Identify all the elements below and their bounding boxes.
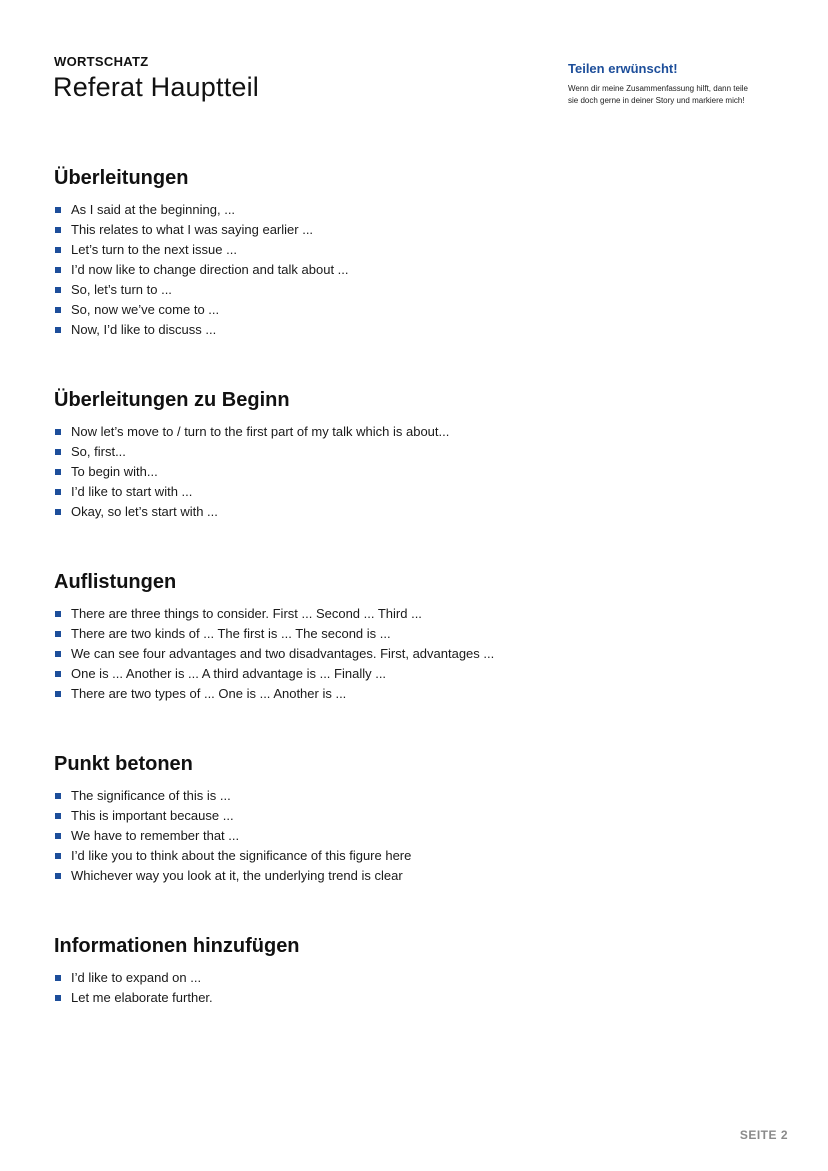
section-heading: Überleitungen bbox=[54, 167, 189, 189]
list-item-text: I’d like to start with ... bbox=[71, 484, 193, 499]
share-title: Teilen erwünscht! bbox=[568, 61, 678, 76]
list-item-text: So, let’s turn to ... bbox=[71, 282, 172, 297]
share-text-line: sie doch gerne in deiner Story und markiere mich! bbox=[568, 96, 745, 105]
list-item-text: There are two kinds of ... The first is ... The second is ... bbox=[71, 626, 391, 641]
square-bullet-icon bbox=[55, 469, 61, 475]
square-bullet-icon bbox=[55, 793, 61, 799]
list-item-text: There are three things to consider. First ... Second ... Third ... bbox=[71, 606, 422, 621]
section-heading: Überleitungen zu Beginn bbox=[54, 389, 290, 411]
list-item bbox=[54, 280, 754, 300]
list-item bbox=[54, 624, 754, 644]
list-item bbox=[54, 320, 754, 340]
list-item-text: So, now we’ve come to ... bbox=[71, 302, 220, 317]
square-bullet-icon bbox=[55, 287, 61, 293]
list-item bbox=[54, 684, 754, 704]
list-item-text: This is important because ... bbox=[71, 808, 234, 823]
section-list bbox=[54, 968, 754, 1008]
section-ueberleitungen-zu-beginn bbox=[54, 386, 754, 522]
section-list bbox=[54, 604, 754, 704]
list-item bbox=[54, 300, 754, 320]
square-bullet-icon bbox=[55, 611, 61, 617]
list-item bbox=[54, 786, 754, 806]
list-item bbox=[54, 968, 754, 988]
list-item bbox=[54, 826, 754, 846]
list-item-text: Now, I’d like to discuss ... bbox=[71, 322, 217, 337]
list-item-text: Let me elaborate further. bbox=[71, 990, 213, 1005]
list-item bbox=[54, 462, 754, 482]
list-item-text: As I said at the beginning, ... bbox=[71, 202, 236, 217]
list-item bbox=[54, 502, 754, 522]
square-bullet-icon bbox=[55, 247, 61, 253]
list-item-text: I’d now like to change direction and talk about ... bbox=[71, 262, 349, 277]
header-kicker: WORTSCHATZ bbox=[54, 54, 149, 69]
square-bullet-icon bbox=[55, 873, 61, 879]
list-item bbox=[54, 240, 754, 260]
square-bullet-icon bbox=[55, 833, 61, 839]
section-auflistungen bbox=[54, 568, 754, 704]
list-item-text: Let’s turn to the next issue ... bbox=[71, 242, 237, 257]
section-list bbox=[54, 200, 754, 340]
square-bullet-icon bbox=[55, 489, 61, 495]
list-item bbox=[54, 604, 754, 624]
square-bullet-icon bbox=[55, 671, 61, 677]
page-title: Referat Hauptteil bbox=[53, 72, 260, 102]
list-item bbox=[54, 846, 754, 866]
section-punkt-betonen bbox=[54, 750, 754, 886]
list-item bbox=[54, 664, 754, 684]
square-bullet-icon bbox=[55, 631, 61, 637]
list-item bbox=[54, 220, 754, 240]
list-item-text: The significance of this is ... bbox=[71, 788, 231, 803]
page-number: SEITE 2 bbox=[739, 1128, 788, 1142]
section-heading: Punkt betonen bbox=[54, 753, 193, 775]
square-bullet-icon bbox=[55, 853, 61, 859]
square-bullet-icon bbox=[55, 449, 61, 455]
square-bullet-icon bbox=[55, 975, 61, 981]
square-bullet-icon bbox=[55, 267, 61, 273]
list-item bbox=[54, 200, 754, 220]
list-item-text: Whichever way you look at it, the underlying trend is clear bbox=[71, 868, 403, 883]
list-item bbox=[54, 422, 754, 442]
list-item bbox=[54, 442, 754, 462]
list-item-text: We have to remember that ... bbox=[71, 828, 240, 843]
section-ueberleitungen bbox=[54, 164, 754, 340]
sections-container bbox=[54, 164, 754, 1054]
list-item-text: I’d like to expand on ... bbox=[71, 970, 202, 985]
list-item-text: Now let’s move to / turn to the first part of my talk which is about... bbox=[71, 424, 450, 439]
square-bullet-icon bbox=[55, 307, 61, 313]
square-bullet-icon bbox=[55, 691, 61, 697]
square-bullet-icon bbox=[55, 995, 61, 1001]
square-bullet-icon bbox=[55, 207, 61, 213]
list-item bbox=[54, 644, 754, 664]
section-informationen-hinzufuegen bbox=[54, 932, 754, 1008]
list-item-text: There are two types of ... One is ... Another is ... bbox=[71, 686, 347, 701]
list-item bbox=[54, 260, 754, 280]
square-bullet-icon bbox=[55, 327, 61, 333]
share-text-line: Wenn dir meine Zusammenfassung hilft, dann teile bbox=[568, 84, 748, 93]
square-bullet-icon bbox=[55, 429, 61, 435]
section-list bbox=[54, 786, 754, 886]
square-bullet-icon bbox=[55, 509, 61, 515]
list-item-text: We can see four advantages and two disadvantages. First, advantages ... bbox=[71, 646, 495, 661]
list-item-text: I’d like you to think about the significance of this figure here bbox=[71, 848, 412, 863]
list-item bbox=[54, 482, 754, 502]
list-item bbox=[54, 806, 754, 826]
list-item bbox=[54, 988, 754, 1008]
section-list bbox=[54, 422, 754, 522]
list-item-text: So, first... bbox=[71, 444, 126, 459]
section-heading: Informationen hinzufügen bbox=[54, 935, 300, 957]
list-item-text: To begin with... bbox=[71, 464, 158, 479]
square-bullet-icon bbox=[55, 813, 61, 819]
list-item-text: One is ... Another is ... A third advantage is ... Finally ... bbox=[71, 666, 387, 681]
section-heading: Auflistungen bbox=[54, 571, 177, 593]
share-box bbox=[568, 61, 783, 107]
list-item-text: Okay, so let’s start with ... bbox=[71, 504, 218, 519]
square-bullet-icon bbox=[55, 651, 61, 657]
share-text bbox=[568, 83, 783, 107]
list-item-text: This relates to what I was saying earlier ... bbox=[71, 222, 314, 237]
list-item bbox=[54, 866, 754, 886]
square-bullet-icon bbox=[55, 227, 61, 233]
